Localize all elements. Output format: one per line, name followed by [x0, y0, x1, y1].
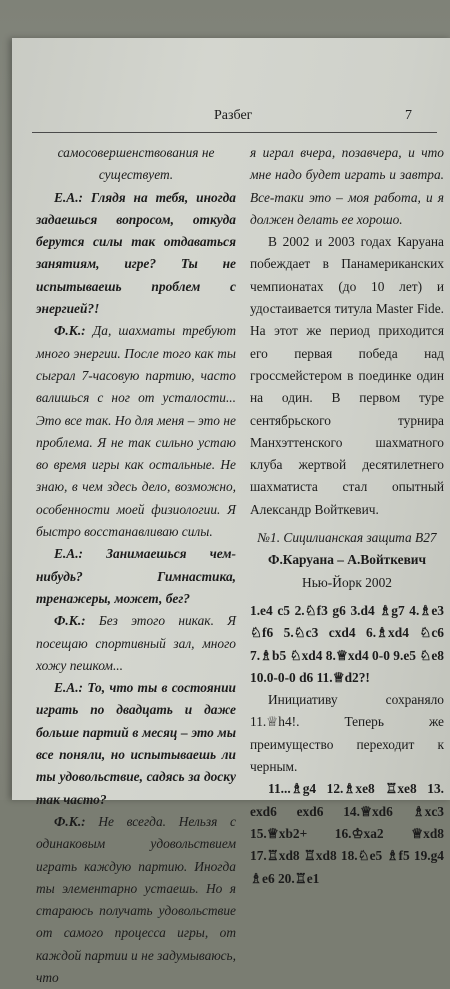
answer-text: Без этого никак. Я посещаю спортивный зал, много хожу пешком...: [36, 613, 236, 673]
speaker-label: Ф.К.:: [54, 323, 86, 339]
game-moves: 11...♗g4 12.♗xe8 ♖xe8 13. exd6 exd6 14.♕xd6 ♗xc3 15.♕xb2+ 16.♔xa2 ♕xd8 17.♖xd8 ♖xd8 18.♘e5 ♗f5 19.g4 ♗e6 20.♖e1: [250, 781, 444, 886]
answer-text: Да, шахматы требуют много энергии. После того как ты сыграл 7-часовую партию, часто валишься с ног от усталости... Это все так. Но для меня – это не проблема. Я не так сильно устаю во время игры как остальные. Не знаю, в чем здесь дело, возможно, особенности моей физиологии. Я быстро восстанавливаю силы.: [36, 323, 236, 540]
page-number: 7: [405, 108, 412, 123]
speaker-label: Ф.К.:: [54, 813, 86, 829]
speaker-label: Е.А.:: [54, 546, 84, 562]
header-rule: [32, 132, 437, 133]
answer: [36, 610, 236, 677]
answer: [36, 320, 236, 543]
interview-text: самосовершенствования не существует.: [57, 145, 215, 183]
narrative-paragraph: В 2002 и 2003 годах Каруана побеждает в Панамериканских чемпионатах (до 10 лет) и удостаивается титула Master Fide. На этот же период приходится его первая победа над гроссмейстером в поединке один на один. В первом туре сентябрьского турнира Манхэттенского шахматного клуба жертвой десятилетнего шахматиста стал опытный Александр Войткевич.: [250, 234, 444, 517]
game-moves: 1.e4 c5 2.♘f3 g6 3.d4 ♗g7 4.♗e3 ♘f6 5.♘c3 cxd4 6.♗xd4 ♘c6 7.♗b5 ♘xd4 8.♕xd4 0-0 9.e5 ♘e8 10.0-0-0 d6 11.♕d2?!: [250, 602, 444, 685]
question-text: То, что ты в состоянии играть по двадцать и даже больше партий в месяц – это мы все поняли, но испытываешь ли ты удовольствие, садясь за доску так часто?: [36, 680, 237, 807]
question: [36, 543, 236, 610]
chapter-title: Разбег: [214, 108, 253, 123]
game-place: Нью-Йорк 2002: [302, 574, 392, 590]
answer-text: Не всегда. Нельзя с одинаковым удовольствием играть каждую партию. Иногда ты элементарно устаешь. Но я стараюсь получать удовольствие от самого процесса игры, от каждой партии и не задумываюсь, что: [36, 813, 236, 985]
answer: [36, 811, 236, 989]
speaker-label: Е.А.:: [54, 680, 84, 696]
speaker-label: Е.А.:: [54, 189, 84, 205]
game-title: №1. Сицилианская защита В27: [257, 530, 437, 546]
running-header: [12, 108, 450, 130]
left-column: [36, 142, 236, 989]
right-column: [250, 142, 444, 890]
question-text: Глядя на тебя, иногда задаешься вопросом, откуда берутся силы так отдаваться занятиям, игре? Ты не испытываешь проблем с энергией?!: [36, 189, 236, 317]
speaker-label: Ф.К.:: [54, 613, 86, 629]
book-page: [12, 38, 450, 985]
question: [36, 677, 236, 811]
question-text: Занимаешься чем-нибудь? Гимнастика, тренажеры, может, бег?: [36, 546, 236, 606]
game-players: Ф.Каруана – А.Войткевич: [267, 552, 427, 568]
annotation: Инициативу сохраняло 11.♕h4!. Теперь же преимущество переходит к черным.: [250, 692, 444, 775]
question: [36, 187, 236, 321]
answer-continuation: я играл вчера, позавчера, и что мне надо будет играть и завтра. Все-таки это – моя работа, и я должен делать ее хорошо.: [250, 145, 444, 227]
